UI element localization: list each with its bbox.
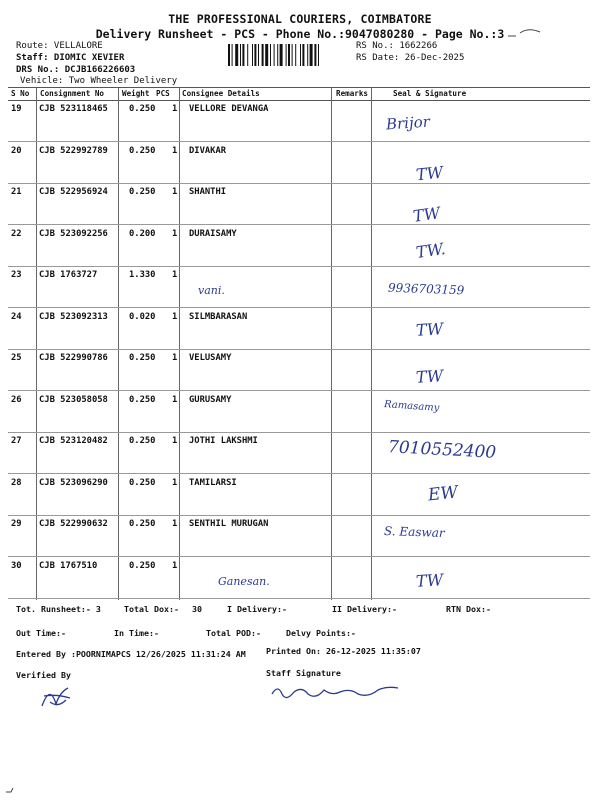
row-weight: 0.020: [129, 311, 156, 322]
row-sno: 19: [11, 104, 22, 114]
row-pcs: 1: [172, 228, 178, 239]
table-row: [8, 308, 590, 350]
row-weight: 0.250: [129, 394, 156, 405]
company-title: THE PROFESSIONAL COURIERS, COIMBATORE: [168, 12, 432, 26]
row-pcs: 1: [172, 394, 178, 405]
row-consignment-no: CJB 522990786: [39, 353, 108, 363]
delvy-points: Delvy Points:-: [286, 628, 356, 638]
row-weight: 1.330: [129, 270, 156, 280]
verified-signature-image: [36, 682, 76, 710]
row-handwritten-signature: 7010552400: [387, 437, 497, 463]
total-dox-value: 30: [192, 604, 202, 614]
drs-label: DRS No.: DCJB166226603: [16, 65, 136, 75]
row-weight: 0.250: [129, 353, 156, 363]
staff-signature-image: [268, 680, 408, 704]
row-pcs: 1: [172, 270, 178, 280]
col-sno: S No: [11, 89, 30, 98]
row-sno: 23: [11, 270, 22, 280]
row-sno: 22: [11, 228, 22, 239]
row-weight: 0.250: [129, 436, 156, 446]
table-row: [8, 183, 590, 225]
row-handwritten-signature: Ramasamy: [383, 398, 440, 414]
row-pcs: 1: [172, 145, 178, 156]
total-dox-label: Total Dox:-: [124, 604, 179, 614]
row-weight: 0.250: [129, 104, 156, 114]
corner-scribble: [506, 24, 542, 42]
row-consignment-no: CJB 1767510: [39, 560, 98, 571]
row-sno: 30: [11, 560, 22, 571]
row-consignment-no: CJB 522992789: [39, 145, 108, 156]
row-weight: 0.250: [129, 477, 156, 488]
row-consignee: SENTHIL MURUGAN: [189, 519, 269, 529]
row-consignment-no: CJB 523120482: [39, 436, 108, 446]
row-handwritten-signature: 9936703159: [387, 280, 465, 298]
col-consignment: Consignment No: [40, 89, 105, 98]
vehicle-label: Vehicle: Two Wheeler Delivery: [20, 76, 178, 86]
table-row: [8, 349, 590, 391]
row-handwritten-signature: TW: [411, 203, 442, 226]
row-pcs: 1: [172, 436, 178, 446]
row-pcs: 1: [172, 311, 178, 322]
row-pcs: 1: [172, 187, 178, 197]
row-sno: 29: [11, 519, 22, 529]
total-pod: Total POD:-: [206, 628, 261, 638]
row-weight: 0.250: [129, 145, 156, 156]
row-consignee: VELLORE DEVANGA: [189, 104, 269, 114]
verified-by-label: Verified By: [16, 670, 71, 680]
row-consignee: DIVAKAR: [189, 145, 227, 156]
row-pcs: 1: [172, 353, 178, 363]
rs-number: RS No.: 1662266: [356, 41, 438, 51]
table-row: [8, 266, 590, 308]
table-row: [8, 557, 590, 599]
table-top-rule: [8, 87, 590, 88]
row-handwritten-signature: TW: [415, 366, 444, 387]
row-consignment-no: CJB 523058058: [39, 394, 108, 405]
out-time: Out Time:-: [16, 628, 66, 638]
row-consignee: VELUSAMY: [189, 353, 232, 363]
row-pcs: 1: [172, 560, 178, 571]
row-weight: 0.200: [129, 228, 156, 239]
staff-label: Staff: DIOMIC XEVIER: [16, 53, 125, 63]
table-row: [8, 432, 590, 474]
row-pcs: 1: [172, 104, 178, 114]
row-consignment-no: CJB 523118465: [39, 104, 108, 114]
col-weight: Weight: [122, 89, 150, 98]
i-delivery: I Delivery:-: [227, 604, 287, 614]
row-consignment-no: CJB 523092313: [39, 311, 108, 322]
table-row: [8, 142, 590, 184]
runsheet-subtitle: Delivery Runsheet - PCS - Phone No.:9047080280 - Page No.:3: [95, 27, 505, 41]
printed-on: Printed On: 26-12-2025 11:35:07: [266, 646, 421, 656]
row-sno: 26: [11, 394, 22, 405]
ii-delivery: II Delivery:-: [332, 604, 397, 614]
row-weight: 0.250: [129, 560, 156, 571]
row-consignment-no: CJB 1763727: [39, 270, 98, 280]
col-remarks: Remarks: [336, 89, 369, 98]
tot-runsheet: Tot. Runsheet:- 3: [16, 604, 101, 614]
route-label: Route: VELLALORE: [16, 41, 103, 51]
row-pcs: 1: [172, 519, 178, 529]
row-consignee: DURAISAMY: [189, 228, 237, 239]
table-row: [8, 391, 590, 433]
row-pcs: 1: [172, 477, 178, 488]
table-row: [8, 515, 590, 557]
rtn-dox: RTN Dox:-: [446, 604, 491, 614]
col-seal-signature: Seal & Signature: [393, 89, 467, 98]
row-sno: 24: [11, 311, 22, 322]
row-handwritten-signature: TW.: [414, 238, 447, 262]
row-handwritten-signature: TW: [415, 318, 444, 340]
row-sno: 27: [11, 436, 22, 446]
row-consignee: GURUSAMY: [189, 394, 232, 405]
entered-by: Entered By :POORNIMAPCS 12/26/2025 11:31:24 AM: [16, 649, 246, 659]
rs-date: RS Date: 26-Dec-2025: [356, 53, 465, 63]
table-row: [8, 474, 590, 516]
row-consignee: TAMILARSI: [189, 477, 237, 488]
row-weight: 0.250: [129, 187, 156, 197]
table-row: [8, 100, 590, 142]
row-consignee: SHANTHI: [189, 187, 227, 197]
row-handwritten-signature: Brijor: [385, 112, 431, 134]
row-consignment-no: CJB 522990632: [39, 519, 108, 529]
col-pcs: PCS: [156, 89, 170, 98]
staff-signature-label: Staff Signature: [266, 668, 341, 678]
barcode-image: [228, 44, 352, 66]
row-handwritten-signature: S. Easwar: [383, 523, 445, 541]
col-consignee: Consignee Details: [182, 89, 260, 98]
row-handwritten-remark: vani.: [198, 284, 225, 297]
row-sno: 21: [11, 187, 22, 197]
row-consignment-no: CJB 523092256: [39, 228, 108, 239]
row-handwritten-signature: TW: [415, 162, 445, 184]
row-sno: 28: [11, 477, 22, 488]
row-weight: 0.250: [129, 519, 156, 529]
in-time: In Time:-: [114, 628, 159, 638]
table-row: [8, 225, 590, 267]
row-sno: 25: [11, 353, 22, 363]
row-consignee: SILMBARASAN: [189, 311, 248, 322]
row-sno: 20: [11, 145, 22, 156]
row-handwritten-signature: TW: [415, 569, 444, 591]
row-consignment-no: CJB 522956924: [39, 187, 108, 197]
row-consignee: JOTHI LAKSHMI: [189, 436, 258, 446]
row-consignment-no: CJB 523096290: [39, 477, 108, 488]
row-handwritten-remark: Ganesan.: [218, 574, 270, 588]
corner-mark: [4, 784, 20, 796]
row-handwritten-signature: EW: [427, 481, 459, 506]
